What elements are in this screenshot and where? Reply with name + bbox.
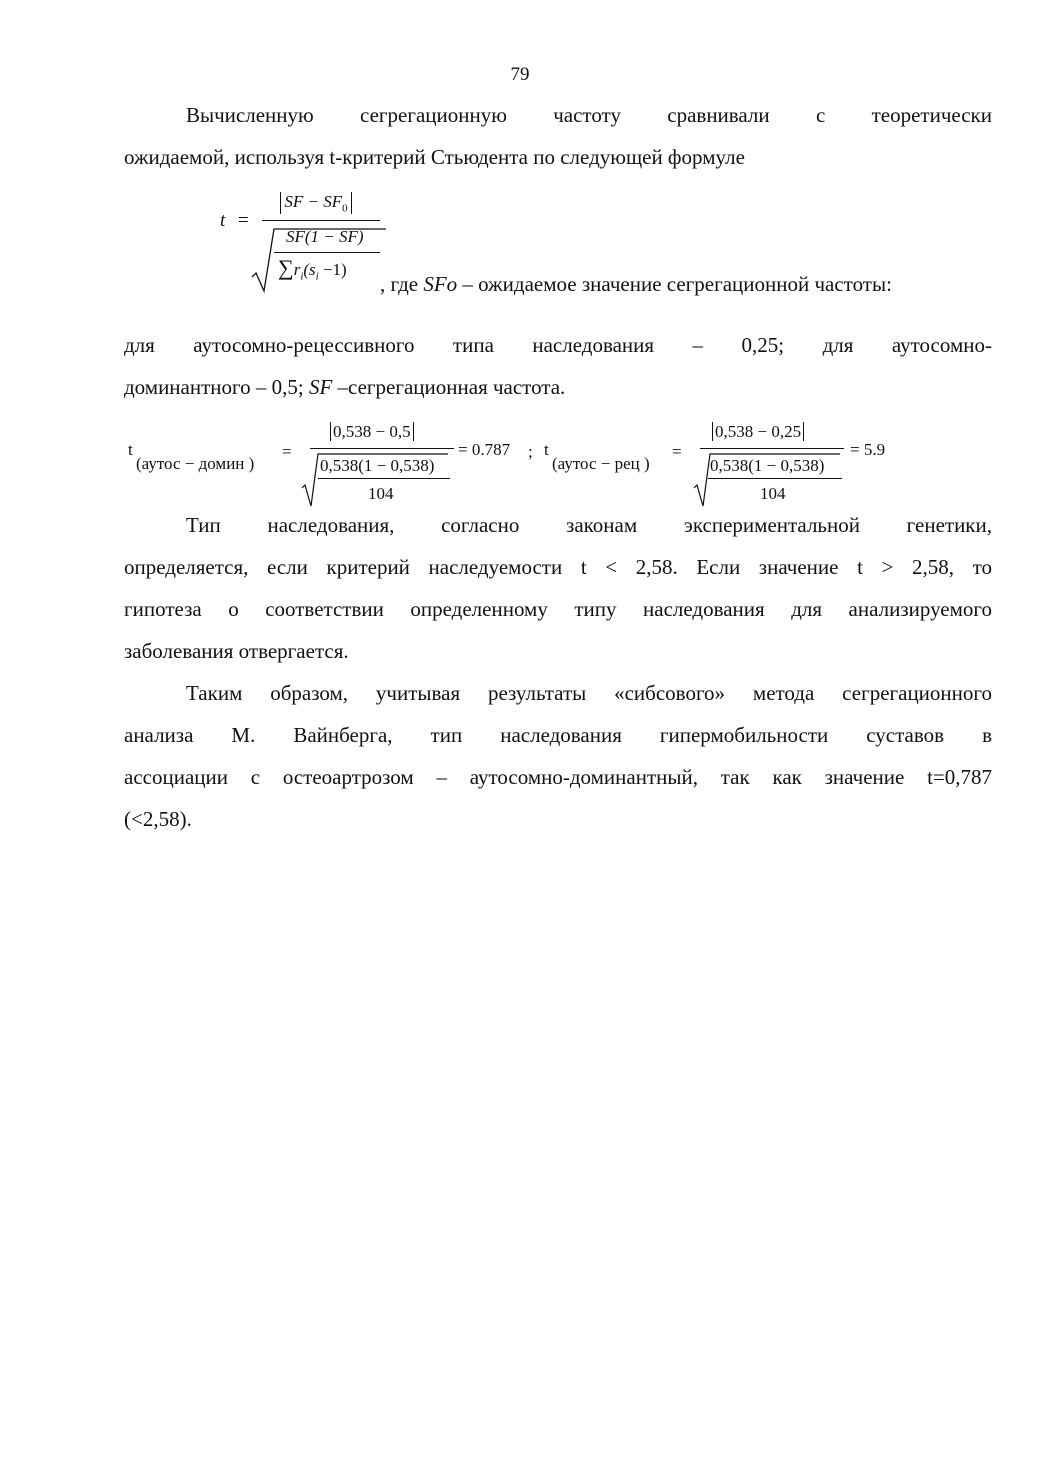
calc2-t: t — [544, 440, 549, 459]
formula-numerator: SF − $SF_0$ — [266, 192, 366, 214]
calc1-den-top: 0,538(1 − 0,538) — [320, 456, 435, 475]
paragraph-conclusion — [124, 672, 992, 840]
calc2-subscript: (аутос − рец ) — [552, 454, 650, 473]
paragraph-criterion-line-3: гипотеза о соответствии определенному типу наследования для анализируемого — [124, 597, 992, 621]
paragraph-values-line-1: для аутосомно-рецессивного типа наследования – 0,25; для аутосомно- — [124, 333, 992, 357]
calc2-result: = 5.9 — [850, 440, 886, 459]
calc-autosomal-dominant — [124, 418, 544, 508]
paragraph-criterion — [124, 504, 992, 672]
paragraph-conclusion-line-3: ассоциации с остеоартрозом – аутосомно-доминантный, так как значение t=0,787 — [124, 765, 992, 789]
formula-eq: = — [238, 210, 249, 231]
paragraph-values — [124, 324, 992, 408]
page-number: 79 — [510, 64, 530, 85]
calc2-den-bottom: 104 — [760, 484, 786, 503]
paragraph-intro — [124, 94, 992, 178]
calc-autosomal-recessive — [540, 418, 920, 508]
paragraph-conclusion-line-2: анализа М. Вайнберга, тип наследования гипермобильности суставов в — [124, 723, 992, 747]
formula-lhs: t — [220, 210, 226, 231]
paragraph-criterion-line-2: определяется, если критерий наследуемости t < 2,58. Если значение t > 2,58, то — [124, 555, 992, 579]
calc1-eq: = — [282, 442, 292, 461]
formula-inner-numerator: SF(1 − SF) — [286, 227, 364, 246]
formula-inner-line — [274, 252, 380, 253]
formula-fraction-line — [262, 220, 380, 221]
calc2-eq: = — [672, 442, 682, 461]
paragraph-criterion-line-4: заболевания отвергается. — [124, 639, 349, 663]
calc1-t: t — [128, 440, 133, 459]
calc1-result: = 0.787 — [458, 440, 511, 459]
calc2-fraction-line — [700, 448, 844, 449]
where-line: , где SFo – ожидаемое значение сегрегационной частоты: — [380, 272, 892, 296]
calc2-inner-line — [708, 478, 842, 479]
calc1-fraction-line — [310, 448, 454, 449]
calc2-numerator: 0,538 − 0,25 — [712, 422, 804, 442]
calc2-den-top: 0,538(1 − 0,538) — [710, 456, 825, 475]
calc1-separator: ; — [528, 442, 533, 461]
calc1-subscript: (аутос − домин ) — [136, 454, 255, 473]
calc1-inner-line — [318, 478, 450, 479]
paragraph-conclusion-line-4: (<2,58). — [124, 807, 192, 831]
paragraph-criterion-line-1: Тип наследования, согласно законам экспериментальной генетики, — [186, 513, 992, 537]
calc1-numerator: 0,538 − 0,5 — [330, 422, 414, 442]
paragraph-intro-line-2: ожидаемой, используя t-критерий Стьюдента по следующей формуле — [124, 145, 745, 169]
formula-t-student — [216, 190, 386, 300]
formula-inner-denominator: $\sum r_i(s_i -1)$ — [278, 255, 347, 283]
calc1-den-bottom: 104 — [368, 484, 394, 503]
paragraph-conclusion-line-1: Таким образом, учитывая результаты «сибсового» метода сегрегационного — [186, 681, 992, 705]
paragraph-values-line-2: доминантного – 0,5; SF –сегрегационная частота. — [124, 375, 566, 399]
paragraph-intro-line-1: Вычисленную сегрегационную частоту сравнивали с теоретически — [186, 103, 992, 127]
